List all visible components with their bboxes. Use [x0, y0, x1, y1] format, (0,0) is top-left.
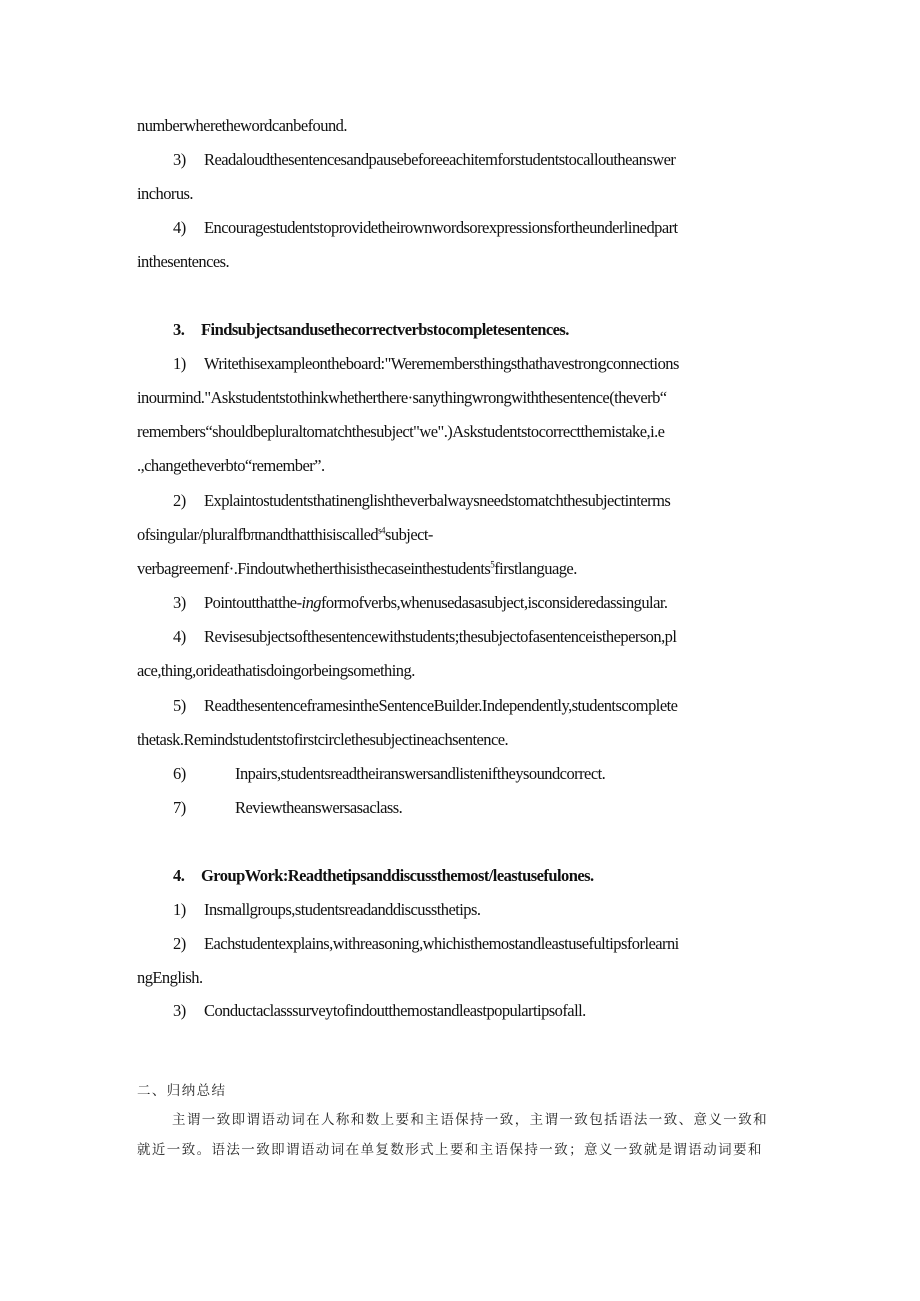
line-text: inourmind."Askstudentstothinkwhetherthere·sanythingwrongwiththesentence(theverb“: [137, 388, 667, 407]
text-line: [137, 387, 785, 409]
line-text: ReadthesentenceframesintheSentenceBuilder.Independently,studentscomplete: [204, 696, 678, 715]
line-text: .,changetheverbto“remember”.: [137, 456, 325, 475]
section-number: 4.: [173, 866, 185, 885]
item-number: 1): [173, 900, 186, 919]
line-text: Reviewtheanswersasaclass.: [235, 798, 403, 817]
line-text: Inpairs,studentsreadtheiranswersandlisteniftheysoundcorrect.: [235, 764, 606, 783]
summary-paragraph-line: [172, 1110, 785, 1130]
section-title: Findsubjectsandusethecorrectverbstocompletesentences.: [201, 320, 569, 339]
superscript: s4: [378, 525, 386, 536]
list-item: [173, 626, 785, 648]
line-text: inchorus.: [137, 184, 193, 203]
list-item: [173, 490, 785, 512]
text-line: [137, 967, 785, 989]
item-number: 5): [173, 696, 186, 715]
item-number: 7): [173, 798, 186, 817]
line-text: formofverbs,whenusedasasubject,isconsideredassingular.: [320, 593, 668, 612]
list-item: [173, 763, 785, 785]
list-item: [173, 592, 785, 614]
item-number: 1): [173, 354, 186, 373]
line-text: remembers“shouldbepluraltomatchthesubject"we".)Askstudentstocorrectthemistake,i.e: [137, 422, 665, 441]
line-text: Revisesubjectsofthesentencewithstudents;thesubjectofasentenceistheperson,pl: [204, 627, 677, 646]
item-number: 3): [173, 1001, 186, 1020]
item-number: 6): [173, 764, 186, 783]
text-line: [137, 524, 785, 546]
line-text: Conductaclasssurveytofindoutthemostandleastpopulartipsofall.: [204, 1001, 586, 1020]
list-item: [173, 695, 785, 717]
item-number: 3): [173, 593, 186, 612]
text-line: [137, 115, 785, 137]
text-line: [137, 558, 785, 580]
line-text: Readaloudthesentencesandpausebeforeeachitemforstudentstocalloutheanswer: [204, 150, 676, 169]
line-text: Eachstudentexplains,withreasoning,whichisthemostandleastusefultipsforlearni: [204, 934, 679, 953]
text-line: [137, 421, 785, 443]
text-line: [137, 729, 785, 751]
line-text: ofsingular/pluralfbπnandthatthisiscalled: [137, 525, 379, 544]
line-text: Explaintostudentsthatinenglishtheverbalwaysneedstomatchthesubjectinterms: [204, 491, 671, 510]
line-text: Pointoutthatthe-: [204, 593, 302, 612]
line-text: subject-: [385, 525, 433, 544]
line-text: 主谓一致即谓语动词在人称和数上要和主语保持一致，主谓一致包括语法一致、意义一致和: [172, 1112, 768, 1128]
list-item: [173, 1000, 785, 1022]
line-text: thetask.Remindstudentstofirstcirclethesubjectineachsentence.: [137, 730, 509, 749]
item-number: 2): [173, 934, 186, 953]
line-text: numberwherethewordcanbefound.: [137, 116, 347, 135]
text-line: [137, 660, 785, 682]
item-number: 3): [173, 150, 186, 169]
text-line: [137, 455, 785, 477]
superscript: 5: [490, 559, 495, 570]
item-number: 2): [173, 491, 186, 510]
summary-paragraph-line: [137, 1140, 785, 1160]
line-text: firstlanguage.: [494, 559, 577, 578]
line-text: Encouragestudentstoprovidetheirownwordsorexpressionsfortheunderlinedpart: [204, 218, 678, 237]
list-item: [173, 217, 785, 239]
summary-heading: [137, 1081, 785, 1101]
section-heading: [173, 319, 785, 341]
section-heading: [173, 865, 785, 887]
item-number: 4): [173, 627, 186, 646]
line-text: ace,thing,orideathatisdoingorbeingsomething.: [137, 661, 415, 680]
italic-text: ing: [301, 593, 321, 612]
list-item: [173, 353, 785, 375]
line-text: inthesentences.: [137, 252, 230, 271]
section-number: 3.: [173, 320, 185, 339]
list-item: [173, 933, 785, 955]
heading-text: 二、归纳总结: [137, 1083, 227, 1099]
line-text: Insmallgroups,studentsreadanddiscussthetips.: [204, 900, 481, 919]
section-title: GroupWork:Readthetipsanddiscussthemost/leastusefulones.: [201, 866, 594, 885]
line-text: 就近一致。语法一致即谓语动词在单复数形式上要和主语保持一致；意义一致就是谓语动词要和: [137, 1142, 763, 1158]
line-text: Writethisexampleontheboard:"Weremembersthingsthathavestrongconnections: [204, 354, 679, 373]
text-line: [137, 251, 785, 273]
text-line: [137, 183, 785, 205]
list-item: [173, 149, 785, 171]
item-number: 4): [173, 218, 186, 237]
line-text: verbagreemenf·.Findoutwhetherthisisthecaseinthestudents: [137, 559, 491, 578]
line-text: ngEnglish.: [137, 968, 203, 987]
list-item: [173, 797, 785, 819]
list-item: [173, 899, 785, 921]
